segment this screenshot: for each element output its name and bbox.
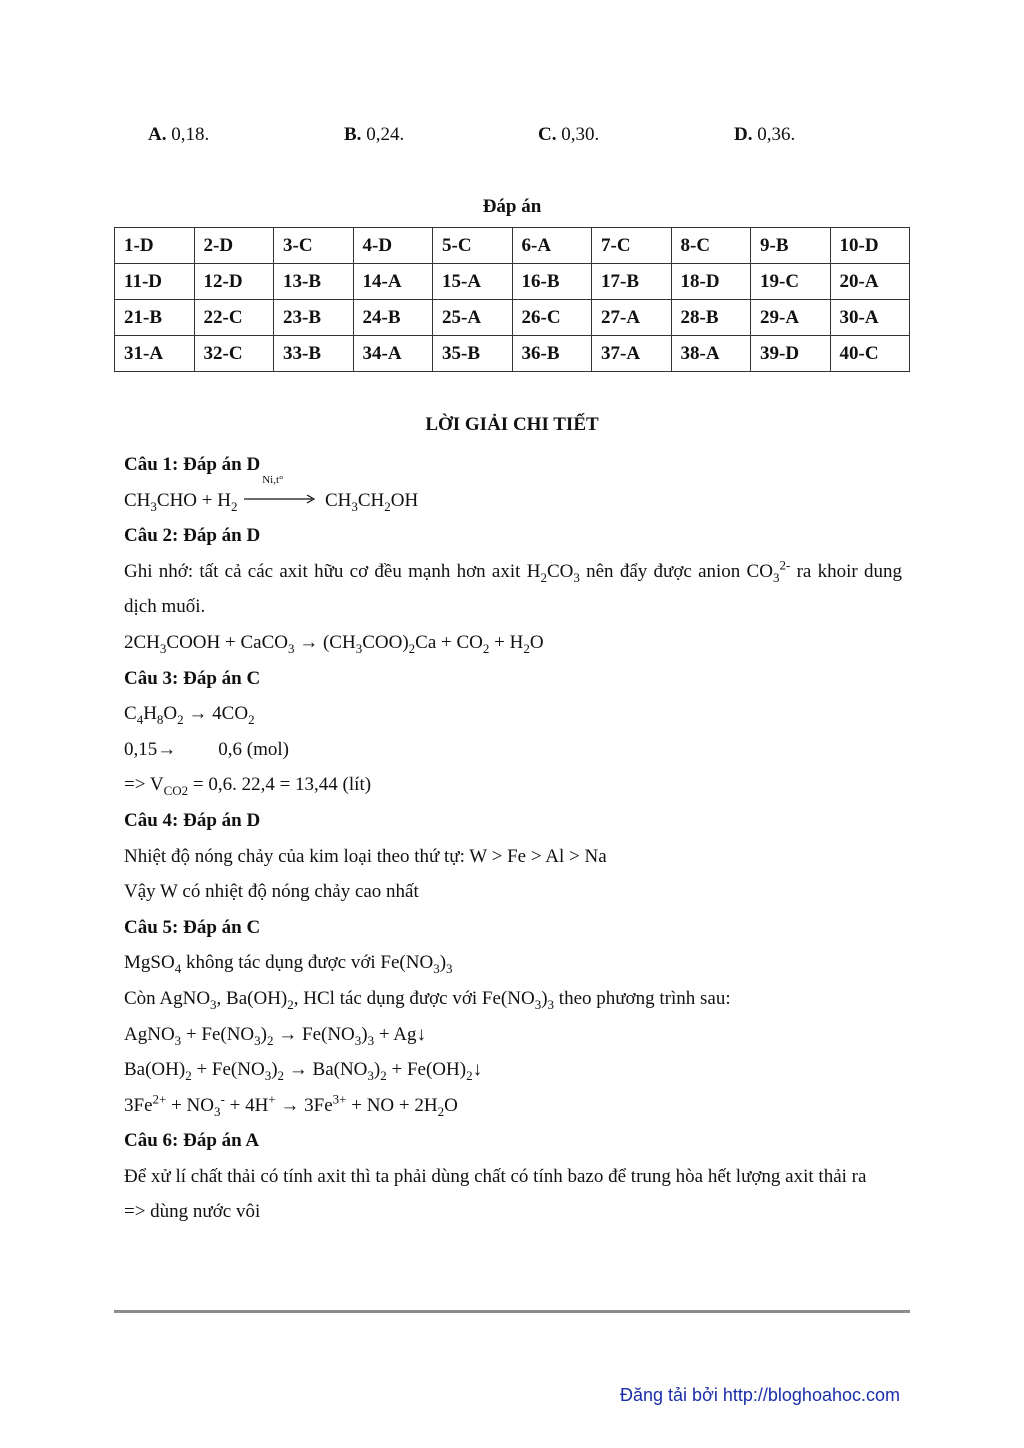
answer-cell: 26-C (512, 300, 592, 336)
answer-cell: 10-D (830, 228, 910, 264)
answer-cell: 31-A (115, 336, 195, 372)
q1-equation: $CH_3CHO + H_2$ Ni,t° $CH_3CH_2OH$ (124, 473, 419, 514)
q1-heading: Câu 1: Đáp án D (124, 454, 261, 475)
q3-heading: Câu 3: Đáp án C (124, 667, 261, 689)
q2-note: Ghi nhớ: tất cả các axit hữu cơ đều mạnh hơn axit $H_2CO_3$ nên đẩy được anion $CO_3^{2-}$ ra khoir dung dịch muối. (124, 557, 902, 618)
answer-cell: 39-D (751, 336, 831, 372)
answer-cell: 4-D (353, 228, 433, 264)
answer-cell: 2-D (194, 228, 274, 264)
q3-result: => $V_{CO2} = 0,6$. 22,4 = 13,44 (lít) (124, 774, 372, 799)
answer-cell: 34-A (353, 336, 433, 372)
answer-cell: 5-C (433, 228, 513, 264)
answer-cell: 13-B (274, 264, 354, 300)
answer-cell: 25-A (433, 300, 513, 336)
answer-key-table (114, 227, 910, 372)
q4-line1: Nhiệt độ nóng chảy của kim loại theo thứ tự: W > Fe > Al > Na (124, 845, 607, 867)
q5-eq2: $Ba(OH)_2 + Fe(NO_3)_2 \to Ba(NO_3)_2$ + $Fe(OH)_2↓$ (124, 1059, 483, 1083)
answer-cell: 27-A (592, 300, 672, 336)
q5-heading: Câu 5: Đáp án C (124, 916, 261, 938)
q4-heading: Câu 4: Đáp án D (124, 809, 261, 831)
answer-cell: 20-A (830, 264, 910, 300)
answer-cell: 24-B (353, 300, 433, 336)
answer-cell: 36-B (512, 336, 592, 372)
solution-title: LỜI GIẢI CHI TIẾT (425, 414, 599, 435)
answer-cell: 9-B (751, 228, 831, 264)
answer-cell: 14-A (353, 264, 433, 300)
answer-cell: 37-A (592, 336, 672, 372)
answer-cell: 29-A (751, 300, 831, 336)
answer-cell: 23-B (274, 300, 354, 336)
answer-cell: 17-B (592, 264, 672, 300)
option-a: A. 0,18. (148, 124, 210, 145)
q3-equation: $C_4H_8O_2 \to 4CO_2$ (124, 703, 255, 727)
q5-eq3: $3Fe^{2+} + NO_3^- + 4H^+ \to 3Fe^{3+}$ + NO + $2H_2O$ (124, 1091, 458, 1119)
answer-cell: 22-C (194, 300, 274, 336)
answer-cell: 38-A (671, 336, 751, 372)
q5-line1: MgSO$_4$ không tác dụng được với $Fe(NO_3)_3$ (124, 952, 453, 977)
answer-cell: 3-C (274, 228, 354, 264)
answer-cell: 28-B (671, 300, 751, 336)
q5-eq1: AgNO$_3$ + $Fe(NO_3)_2 \to Fe(NO_3)_3$ + Ag↓ (124, 1023, 426, 1048)
answer-cell: 11-D (115, 264, 195, 300)
answer-cell: 8-C (671, 228, 751, 264)
answer-cell: 6-A (512, 228, 592, 264)
q3-mol-line: 0,15→ 0,6 (mol) (124, 738, 289, 760)
q6-heading: Câu 6: Đáp án A (124, 1130, 260, 1152)
q2-heading: Câu 2: Đáp án D (124, 525, 261, 547)
answer-cell: 21-B (115, 300, 195, 336)
q4-line2: Vậy W có nhiệt độ nóng chảy cao nhất (124, 881, 419, 903)
footer-divider (114, 1310, 910, 1313)
answer-row (115, 300, 910, 336)
answer-row (115, 336, 910, 372)
answer-row (115, 264, 910, 300)
footer-credit: Đăng tải bởi http://bloghoahoc.com (620, 1385, 900, 1405)
option-c: C. 0,30. (538, 124, 600, 145)
answer-cell: 12-D (194, 264, 274, 300)
answer-cell: 16-B (512, 264, 592, 300)
answer-options (148, 124, 908, 150)
answer-row (115, 228, 910, 264)
answer-cell: 32-C (194, 336, 274, 372)
q6-line2: => dùng nước vôi (124, 1201, 261, 1223)
answer-cell: 19-C (751, 264, 831, 300)
answer-cell: 33-B (274, 336, 354, 372)
answer-cell: 15-A (433, 264, 513, 300)
answer-cell: 7-C (592, 228, 672, 264)
option-b: B. 0,24. (344, 124, 405, 145)
answer-cell: 1-D (115, 228, 195, 264)
q2-equation: $2CH_3COOH$ + CaCO$_3$ → $(CH_3COO)_2Ca + CO_2 + H_2O$ (124, 631, 544, 656)
answer-cell: 18-D (671, 264, 751, 300)
answer-key-title: Đáp án (482, 196, 542, 217)
answer-cell: 35-B (433, 336, 513, 372)
q5-line2: Còn AgNO$_3$, $Ba(OH)_2$, HCl tác dụng được với $Fe(NO_3)_3$ theo phương trình sau: (124, 987, 731, 1012)
reaction-arrow-icon: Ni,t° (244, 488, 318, 508)
option-d: D. 0,36. (734, 124, 796, 145)
answer-cell: 40-C (830, 336, 910, 372)
answer-cell: 30-A (830, 300, 910, 336)
solution-content (124, 447, 902, 1230)
q6-line1: Để xử lí chất thải có tính axit thì ta phải dùng chất có tính bazo để trung hòa hết lượng axit thải ra (124, 1165, 867, 1187)
